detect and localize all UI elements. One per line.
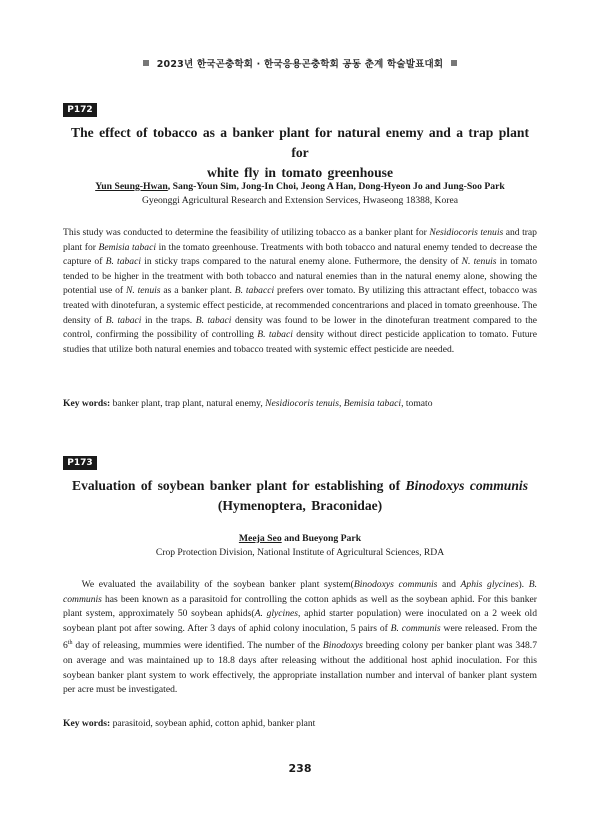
title-line: Evaluation of soybean banker plant for establishing of Binodoxys communis <box>72 478 528 493</box>
keywords-text: tomato <box>405 398 433 409</box>
keyword-species: Bemisia tabaci <box>343 398 402 409</box>
author-list <box>62 533 538 544</box>
keywords-label: Key words: <box>63 398 111 409</box>
co-authors: and Bueyong Park <box>281 533 362 544</box>
keyword-species: Nesidiocoris tenuis <box>265 398 339 409</box>
article-title <box>62 123 538 183</box>
keywords <box>63 718 537 729</box>
author-list <box>62 181 538 192</box>
lead-author: Yun Seung-Hwan <box>95 181 168 192</box>
abstract: This study was conducted to determine the feasibility of utilizing tobacco as a banker plant for Nesidiocoris tenuis and trap plant for Bemisia tabaci in the tomato greenhouse. Treatments with both tobacco and natural enemy tended to decrease the capture of B. tabaci in sticky traps compared to the natural enemy alone. Futhermore, the density of N. tenuis in tomato tended to be higher in the treatment with both tobacco and natural enemies than in the natural enemy alone, showing the potential use of N. tenuis as a banker plant. B. tabacci prefers over tomato. By utilizing this attractant effect, tobacco was treated with dinotefuran, a systemic effect pesticide, at recommended concentrarions and placed in tomato greenhouse. The density of B. tabaci in the traps. B. tabaci density was found to be lower in the dinotefuran treatment compared to the control, confirming the possibility of controlling B. tabaci density without direct pesticide application to tomato. Future studies that utilize both natural enemies and tobacco treated with systemic effect pesticide are needed. <box>63 227 538 355</box>
square-bullet-icon <box>143 60 149 66</box>
affiliation: Gyeonggi Agricultural Research and Extension Services, Hwaseong 18388, Korea <box>142 195 458 206</box>
poster-tag: P172 <box>63 103 97 117</box>
article-title <box>62 476 538 516</box>
square-bullet-icon <box>451 60 457 66</box>
conference-name: 2023년 한국곤충학회 · 한국응용곤충학회 공동 춘계 학술발표대회 <box>156 59 444 70</box>
poster-tag: P173 <box>63 456 97 470</box>
keywords: Key words: banker plant, trap plant, natural enemy, Nesidiocoris tenuis, Bemisia tabaci, tomato <box>63 398 433 409</box>
title-line: white fly in tomato greenhouse <box>207 165 393 180</box>
co-authors: , Sang-Youn Sim, Jong-In Choi, Jeong A Han, Dong-Hyeon Jo and Jung-Soo Park <box>167 181 505 192</box>
title-line: The effect of tobacco as a banker plant for natural enemy and a trap plant for <box>71 125 529 160</box>
lead-author: Meeja Seo <box>238 533 282 544</box>
keywords-text: parasitoid, soybean aphid, cotton aphid, banker plant <box>112 718 316 729</box>
abstract: We evaluated the availability of the soybean banker plant system(Binodoxys communis and Aphis glycines). B. communis has been known as a parasitoid for controlling the cotton aphids as well as the soybean aphid. For this banker plant system, approximately 50 soybean aphids(A. glycines, aphid starter population) were inoculated on a 2 week old soybean plant pot after sowing. After 3 days of aphid colony inoculation, 5 pairs of B. communis were released. From the 6th day of releasing, mummies were identified. The number of the Binodoxys breeding colony per banker plant was 348.7 on average and was maintained up to 18.8 days after releasing without the additional host aphid inoculation. For this soybean banker plant system to work effectively, the appropriate installation number and interval of banker plant system per acre must be investigated. <box>63 579 538 696</box>
title-species: Binodoxys communis <box>405 478 528 493</box>
page-number: 238 <box>288 762 312 775</box>
keywords-label: Key words: <box>63 718 111 729</box>
affiliation: Crop Protection Division, National Institute of Agricultural Sciences, RDA <box>155 547 445 558</box>
keywords-text: banker plant, trap plant, natural enemy, <box>112 398 263 409</box>
conference-header <box>0 56 600 70</box>
title-line: (Hymenoptera, Braconidae) <box>217 498 383 513</box>
